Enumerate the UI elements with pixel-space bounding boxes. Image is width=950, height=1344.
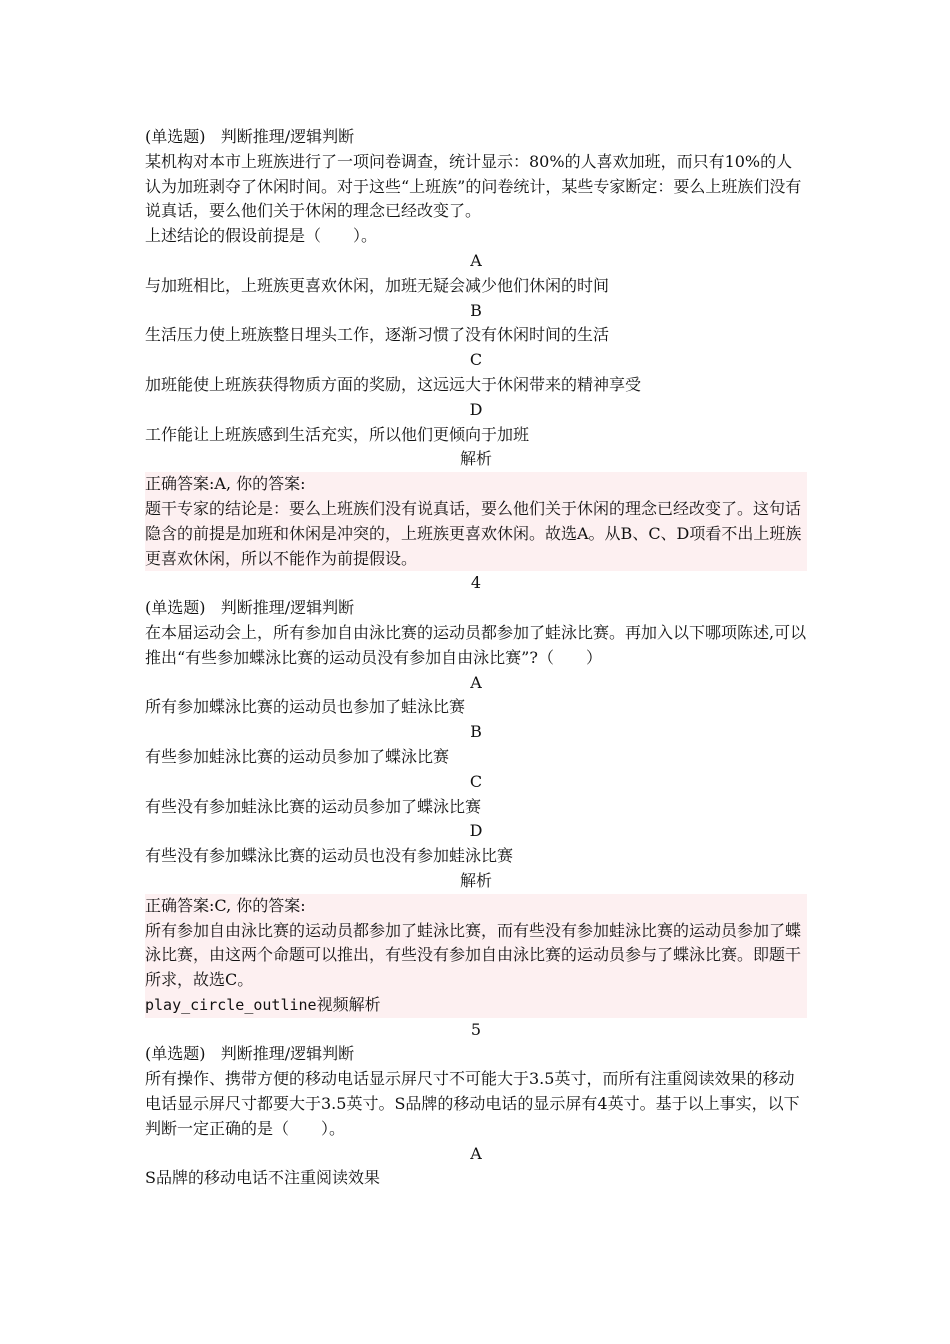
analysis-box <box>145 894 807 1018</box>
option-text-a[interactable]: 与加班相比，上班族更喜欢休闲，加班无疑会减少他们休闲的时间 <box>145 275 610 295</box>
option-text-b[interactable]: 生活压力使上班族整日埋头工作，逐渐习惯了没有休闲时间的生活 <box>145 325 610 345</box>
option-text-c[interactable]: 有些没有参加蛙泳比赛的运动员参加了蝶泳比赛 <box>145 796 482 816</box>
option-text-a[interactable]: 所有参加蝶泳比赛的运动员也参加了蛙泳比赛 <box>145 697 466 717</box>
question-number: 5 <box>470 1019 482 1039</box>
option-text-a[interactable]: S品牌的移动电话不注重阅读效果 <box>145 1168 380 1188</box>
question-number: 4 <box>470 573 482 593</box>
option-text-b[interactable]: 有些参加蛙泳比赛的运动员参加了蝶泳比赛 <box>145 746 450 766</box>
analysis-heading: 解析 <box>459 449 492 469</box>
play-circle-outline-icon[interactable]: play_circle_outline <box>145 995 317 1014</box>
option-letter-a[interactable]: A <box>470 250 482 270</box>
answer-line: 正确答案:C, 你的答案: <box>145 895 306 915</box>
option-letter-d[interactable]: D <box>469 399 483 419</box>
video-analysis-link[interactable] <box>145 993 807 1018</box>
option-letter-c[interactable]: C <box>469 350 483 370</box>
analysis-heading: 解析 <box>459 870 492 890</box>
option-text-d[interactable]: 工作能让上班族感到生活充实，所以他们更倾向于加班 <box>145 424 530 444</box>
question-type-label: (单选题) 判断推理/逻辑判断 <box>145 127 355 146</box>
question-stem: 某机构对本市上班族进行了一项问卷调查，统计显示：80%的人喜欢加班，而只有10%的人认为加班剥夺了休闲时间。对于这些“上班族”的问卷统计，某些专家断定：要么上班族们没有说真话，要么他们关于休闲的理念已经改变了。 <box>145 151 802 221</box>
answer-line: 正确答案:A, 你的答案: <box>145 474 306 494</box>
option-letter-b[interactable]: B <box>470 300 482 320</box>
question-type-label: (单选题) 判断推理/逻辑判断 <box>145 1044 355 1064</box>
document-content <box>145 125 807 1191</box>
option-letter-b[interactable]: B <box>470 722 482 742</box>
option-letter-d[interactable]: D <box>469 821 483 841</box>
option-letter-a[interactable]: A <box>470 672 482 692</box>
option-text-c[interactable]: 加班能使上班族获得物质方面的奖励，这远远大于休闲带来的精神享受 <box>145 374 642 394</box>
option-letter-a[interactable]: A <box>470 1143 482 1163</box>
question-type-label: (单选题) 判断推理/逻辑判断 <box>145 598 355 618</box>
video-analysis-label[interactable]: 视频解析 <box>316 994 381 1014</box>
analysis-box <box>145 472 807 571</box>
option-letter-c[interactable]: C <box>469 771 483 791</box>
explanation-text: 题干专家的结论是：要么上班族们没有说真话，要么他们关于休闲的理念已经改变了。这句话隐含的前提是加班和休闲是冲突的，上班族更喜欢休闲。故选A。从B、C、D项看不出上班族更喜欢休闲，所以不能作为前提假设。 <box>145 498 802 568</box>
option-text-d[interactable]: 有些没有参加蝶泳比赛的运动员也没有参加蛙泳比赛 <box>145 846 514 866</box>
question-prompt: 上述结论的假设前提是（ ）。 <box>145 226 378 246</box>
question-stem: 在本届运动会上，所有参加自由泳比赛的运动员都参加了蛙泳比赛。再加入以下哪项陈述,可以推出“有些参加蝶泳比赛的运动员没有参加自由泳比赛”?（ ） <box>145 622 807 667</box>
explanation-text: 所有参加自由泳比赛的运动员都参加了蛙泳比赛，而有些没有参加蛙泳比赛的运动员参加了蝶泳比赛，由这两个命题可以推出，有些没有参加自由泳比赛的运动员参与了蝶泳比赛。即题干所求，故选C。 <box>145 920 802 990</box>
question-stem: 所有操作、携带方便的移动电话显示屏尺寸不可能大于3.5英寸，而所有注重阅读效果的移动电话显示屏尺寸都要大于3.5英寸。S品牌的移动电话的显示屏有4英寸。基于以上事实，以下判断一定正确的是（ ）。 <box>145 1069 800 1138</box>
